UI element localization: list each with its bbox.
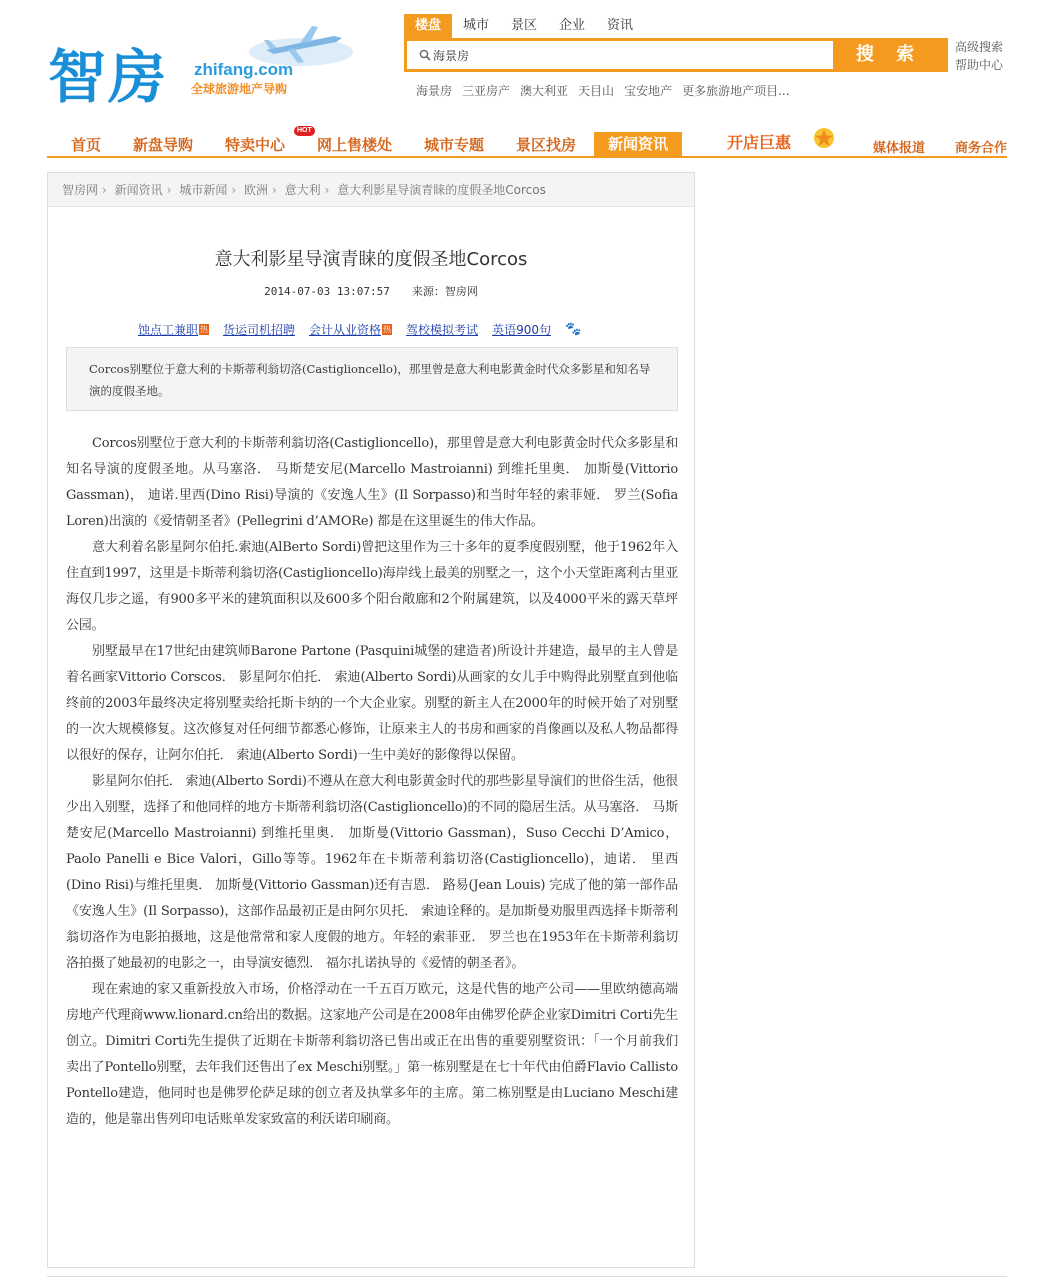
hot-link-more[interactable]: 更多旅游地产项目...: [682, 84, 790, 98]
article-paragraph: 别墅最早在17世纪由建筑师Barone Partone (Pasquini城堡的建造者)所设计并建造，最早的主人曾是着名画家Vittorio Corscos． 影星阿尔伯托． 索迪(Alberto Sordi)从画家的女儿手中购得此别墅直到他临终前的2003年最终决定将别墅卖给托斯卡纳的一个大企业家。别墅的新主人在2000年的时候开始了对别墅的一次大规模修复。这次修复对任何细节都悉心修饰，让原来主人的书房和画家的肖像画以及私人物品都得以很好的保存，让阿尔伯托． 索迪(Alberto Sordi)一生中美好的影像得以保留。: [66, 644, 678, 763]
logo-text-cn: 智房: [48, 43, 169, 111]
ad-links: [138, 321, 581, 338]
nav-online-sales[interactable]: 网上售楼处: [317, 136, 393, 154]
breadcrumb-item[interactable]: 新闻资讯: [114, 183, 163, 197]
help-center-link[interactable]: 帮助中心: [955, 58, 1004, 72]
breadcrumb: 智房网 › 新闻资讯 › 城市新闻 › 欧洲 › 意大利 › 意大利影星导演青睐的度假圣地Corcos: [48, 173, 694, 207]
breadcrumb-current: 意大利影星导演青睐的度假圣地Corcos: [337, 183, 546, 197]
hot-tag: 热: [383, 325, 392, 334]
hot-link[interactable]: 天目山: [578, 84, 615, 98]
breadcrumb-item[interactable]: 城市新闻: [179, 183, 228, 197]
search-button[interactable]: 搜 索: [833, 41, 945, 69]
nav-city-topics[interactable]: 城市专题: [424, 136, 485, 154]
article-paragraph: 现在索迪的家又重新投放入市场，价格浮动在一千五百万欧元，这是代售的地产公司——里欧纳德高端房地产代理商www.lionard.cn给出的数据。这家地产公司是在2008年由佛罗伦萨企业家Dimitri Corti先生创立。Dimitri Corti先生提供了近期在卡斯蒂利翁切洛已售出或正在出售的重要别墅资讯：「一个月前我们卖出了Pontello别墅，去年我们还售出了ex Meschi别墅。」第一栋别墅是在七十年代由伯爵Flavio Callisto Pontello建造，他同时也是佛罗伦萨足球的创立者及执掌多年的主席。第二栋别墅是由Luciano Meschi建造的，他是靠出售列印电话账单发家致富的利沃诺印刷商。: [66, 982, 678, 1127]
hot-tag: 热: [200, 325, 209, 334]
article-summary: Corcos别墅位于意大利的卡斯蒂利翁切洛(Castiglioncello)，那里曾是意大利电影黄金时代众多影星和知名导演的度假圣地。: [66, 347, 678, 411]
hot-badge: HOT: [294, 126, 315, 136]
site-logo[interactable]: [48, 22, 358, 111]
hot-link[interactable]: 海景房: [416, 84, 453, 98]
search-tabs: [404, 14, 644, 38]
ad-link[interactable]: 英语900句: [492, 323, 551, 337]
article-meta: [48, 283, 694, 299]
hot-link[interactable]: 三亚房产: [462, 84, 511, 98]
advanced-search-link[interactable]: 高级搜索: [955, 40, 1004, 54]
logo-tagline: 全球旅游地产导购: [191, 82, 288, 96]
breadcrumb-item[interactable]: 欧洲: [243, 183, 268, 197]
article-datetime: 2014-07-03 13:07:57: [264, 285, 390, 298]
search-tab-news[interactable]: 资讯: [606, 18, 633, 33]
paw-icon[interactable]: 🐾: [564, 322, 582, 337]
breadcrumb-item[interactable]: 智房网: [62, 183, 99, 197]
nav-scenic-homes[interactable]: 景区找房: [516, 136, 577, 154]
search-side-links: [955, 38, 1003, 74]
nav-media[interactable]: 媒体报道: [873, 141, 926, 156]
ad-link[interactable]: 驾校模拟考试: [406, 323, 479, 337]
article-paragraph: Corcos别墅位于意大利的卡斯蒂利翁切洛(Castiglioncello)，那里曾是意大利电影黄金时代众多影星和知名导演的度假圣地。从马塞洛． 马斯楚安尼(Marcello Mastroianni) 到维托里奥． 加斯曼(Vittorio Gassman)， 迪诺.里西(Dino Risi)导演的《安逸人生》(Il Sorpasso)和当时年轻的索菲娅． 罗兰(Sofia Loren)出演的《爱情朝圣者》(Pellegrini d’AMORe) 都是在这里诞生的伟大作品。: [66, 436, 678, 529]
article-body: [66, 431, 678, 1133]
gift-star-icon: [811, 125, 837, 151]
search-tab-loupan[interactable]: 楼盘: [404, 14, 452, 38]
search-icon: [419, 49, 431, 61]
article-source: 来源：智房网: [411, 285, 478, 298]
ad-link[interactable]: 蚀点工兼职: [138, 323, 199, 337]
search-tab-company[interactable]: 企业: [558, 18, 585, 33]
nav-home[interactable]: 首页: [71, 136, 102, 154]
nav-business[interactable]: 商务合作: [955, 141, 1008, 156]
promo-link[interactable]: 开店巨惠: [727, 133, 792, 152]
nav-new-homes[interactable]: 新盘导购: [133, 136, 194, 154]
ad-link[interactable]: 货运司机招聘: [223, 323, 296, 337]
breadcrumb-item[interactable]: 意大利: [284, 183, 321, 197]
search-input[interactable]: [433, 44, 833, 66]
logo-domain: zhifang.com: [194, 60, 294, 79]
main-nav: [47, 128, 1007, 158]
nav-news[interactable]: 新闻资讯: [594, 132, 682, 156]
article-paragraph: 影星阿尔伯托． 索迪(Alberto Sordi)不遵从在意大利电影黄金时代的那些影星导演们的世俗生活，他很少出入别墅，选择了和他同样的地方卡斯蒂利翁切洛(Castiglioncello)的不同的隐居生活。从马塞洛． 马斯楚安尼(Marcello Mastroianni) 到维托里奥． 加斯曼(Vittorio Gassman)，Suso Cecchi D’Amico，Paolo Panelli e Bice Valori，Gillo等等。1962年在卡斯蒂利翁切洛(Castiglioncello)，迪诺． 里西(Dino Risi)与维托里奥． 加斯曼(Vittorio Gassman)还有吉恩． 路易(Jean Louis) 完成了他的第一部作品《安逸人生》(Il Sorpasso)，这部作品最初正是由阿尔贝托． 索迪诠释的。是加斯曼劝服里西选择卡斯蒂利翁切洛作为电影拍摄地，这是他常常和家人度假的地方。年轻的索菲亚． 罗兰也在1953年在卡斯蒂利翁切洛拍摄了她最初的电影之一，由导演安德烈． 福尔扎诺执导的《爱情的朝圣者》。: [66, 774, 678, 971]
search-tab-scenic[interactable]: 景区: [510, 18, 537, 33]
nav-specials[interactable]: 特卖中心: [225, 136, 286, 154]
ad-link[interactable]: 会计从业资格: [309, 323, 382, 337]
footer-divider: [47, 1276, 1007, 1277]
article-title: 意大利影星导演青睐的度假圣地Corcos: [214, 249, 528, 270]
hot-link[interactable]: 澳大利亚: [520, 84, 569, 98]
article-paragraph: 意大利着名影星阿尔伯托.索迪(AlBerto Sordi)曾把这里作为三十多年的夏季度假别墅，他于1962年入住直到1997，这里是卡斯蒂利翁切洛(Castiglioncello)海岸线上最美的别墅之一，这个小天堂距离利古里亚海仅几步之遥，有900多平米的建筑面积以及600多个阳台敞廊和2个附属建筑，以及4000平米的露天草坪公园。: [66, 540, 678, 633]
hot-link[interactable]: 宝安地产: [624, 84, 673, 98]
search-tab-city[interactable]: 城市: [462, 18, 489, 33]
hot-search-links: [416, 82, 790, 99]
article-panel: [47, 172, 695, 1268]
search-bar: [404, 38, 948, 72]
